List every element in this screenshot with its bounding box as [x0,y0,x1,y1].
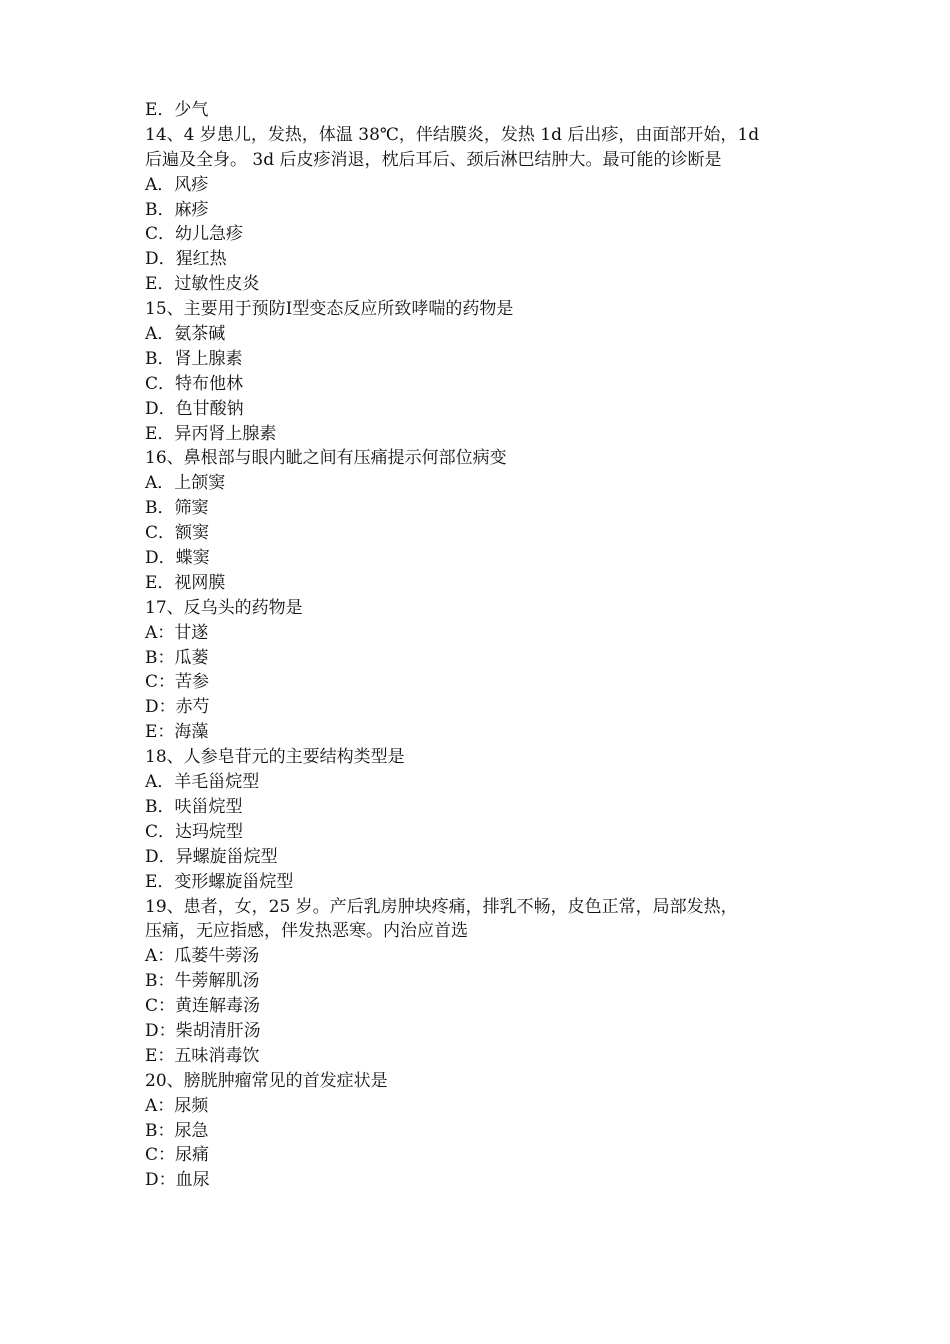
option-c-q20: C：尿痛 [145,1145,210,1166]
option-b-q20: B：尿急 [145,1120,209,1141]
question-20: 20、膀胱肿瘤常见的首发症状是 [145,1070,388,1091]
option-e-q14: E．过敏性皮炎 [145,274,260,295]
question-14-line-1: 14、4 岁患儿，发热，体温 38℃，伴结膜炎，发热 1d 后出疹，由面部开始，1d [145,124,760,145]
option-d-q14: D．猩红热 [145,249,227,270]
option-b-q19: B：牛蒡解肌汤 [145,971,260,992]
option-c-q15: C．特布他林 [145,373,244,394]
option-b-q18: B．呋甾烷型 [145,796,243,817]
option-b-q17: B：瓜蒌 [145,647,209,668]
option-c-q16: C．额窦 [145,523,210,544]
question-18: 18、人参皂苷元的主要结构类型是 [145,747,405,768]
question-19-line-2: 压痛，无应指感，伴发热恶寒。内治应首选 [145,921,468,942]
option-a-q18: A．羊毛甾烷型 [145,772,260,793]
question-16: 16、鼻根部与眼内眦之间有压痛提示何部位病变 [145,448,507,469]
option-a-q14: A．风疹 [145,174,209,195]
option-e-q17: E：海藻 [145,722,209,743]
question-17: 17、反乌头的药物是 [145,597,303,618]
option-d-q18: D．异螺旋甾烷型 [145,846,278,867]
option-e-q15: E．异丙肾上腺素 [145,423,277,444]
option-b-q14: B．麻疹 [145,199,209,220]
option-d-q17: D：赤芍 [145,697,210,718]
option-e-q16: E．视网膜 [145,572,226,593]
option-c-q17: C：苦参 [145,672,210,693]
option-e-q19: E：五味消毒饮 [145,1045,260,1066]
option-a-q15: A．氨茶碱 [145,324,226,345]
question-14-line-2: 后遍及全身。 3d 后皮疹消退，枕后耳后、颈后淋巴结肿大。最可能的诊断是 [145,149,722,170]
option-e-q18: E．变形螺旋甾烷型 [145,871,294,892]
option-e-q13: E．少气 [145,100,209,120]
option-d-q16: D．蝶窦 [145,548,210,569]
option-b-q16: B．筛窦 [145,498,209,519]
option-c-q19: C：黄连解毒汤 [145,996,261,1017]
option-c-q18: C．达玛烷型 [145,821,244,842]
option-b-q15: B．肾上腺素 [145,348,243,369]
option-a-q19: A：瓜蒌牛蒡汤 [145,946,260,967]
option-a-q16: A．上颌窦 [145,473,226,494]
option-d-q20: D：血尿 [145,1170,210,1191]
option-d-q19: D：柴胡清肝汤 [145,1020,261,1041]
document-body [145,98,825,1193]
option-c-q14: C．幼儿急疹 [145,224,244,245]
question-19-line-1: 19、患者，女，25 岁。产后乳房肿块疼痛，排乳不畅，皮色正常，局部发热， [145,896,738,917]
option-a-q20: A：尿频 [145,1095,209,1116]
question-15: 15、主要用于预防Ⅰ型变态反应所致哮喘的药物是 [145,299,514,320]
option-d-q15: D．色甘酸钠 [145,398,244,419]
option-a-q17: A：甘遂 [145,622,209,643]
